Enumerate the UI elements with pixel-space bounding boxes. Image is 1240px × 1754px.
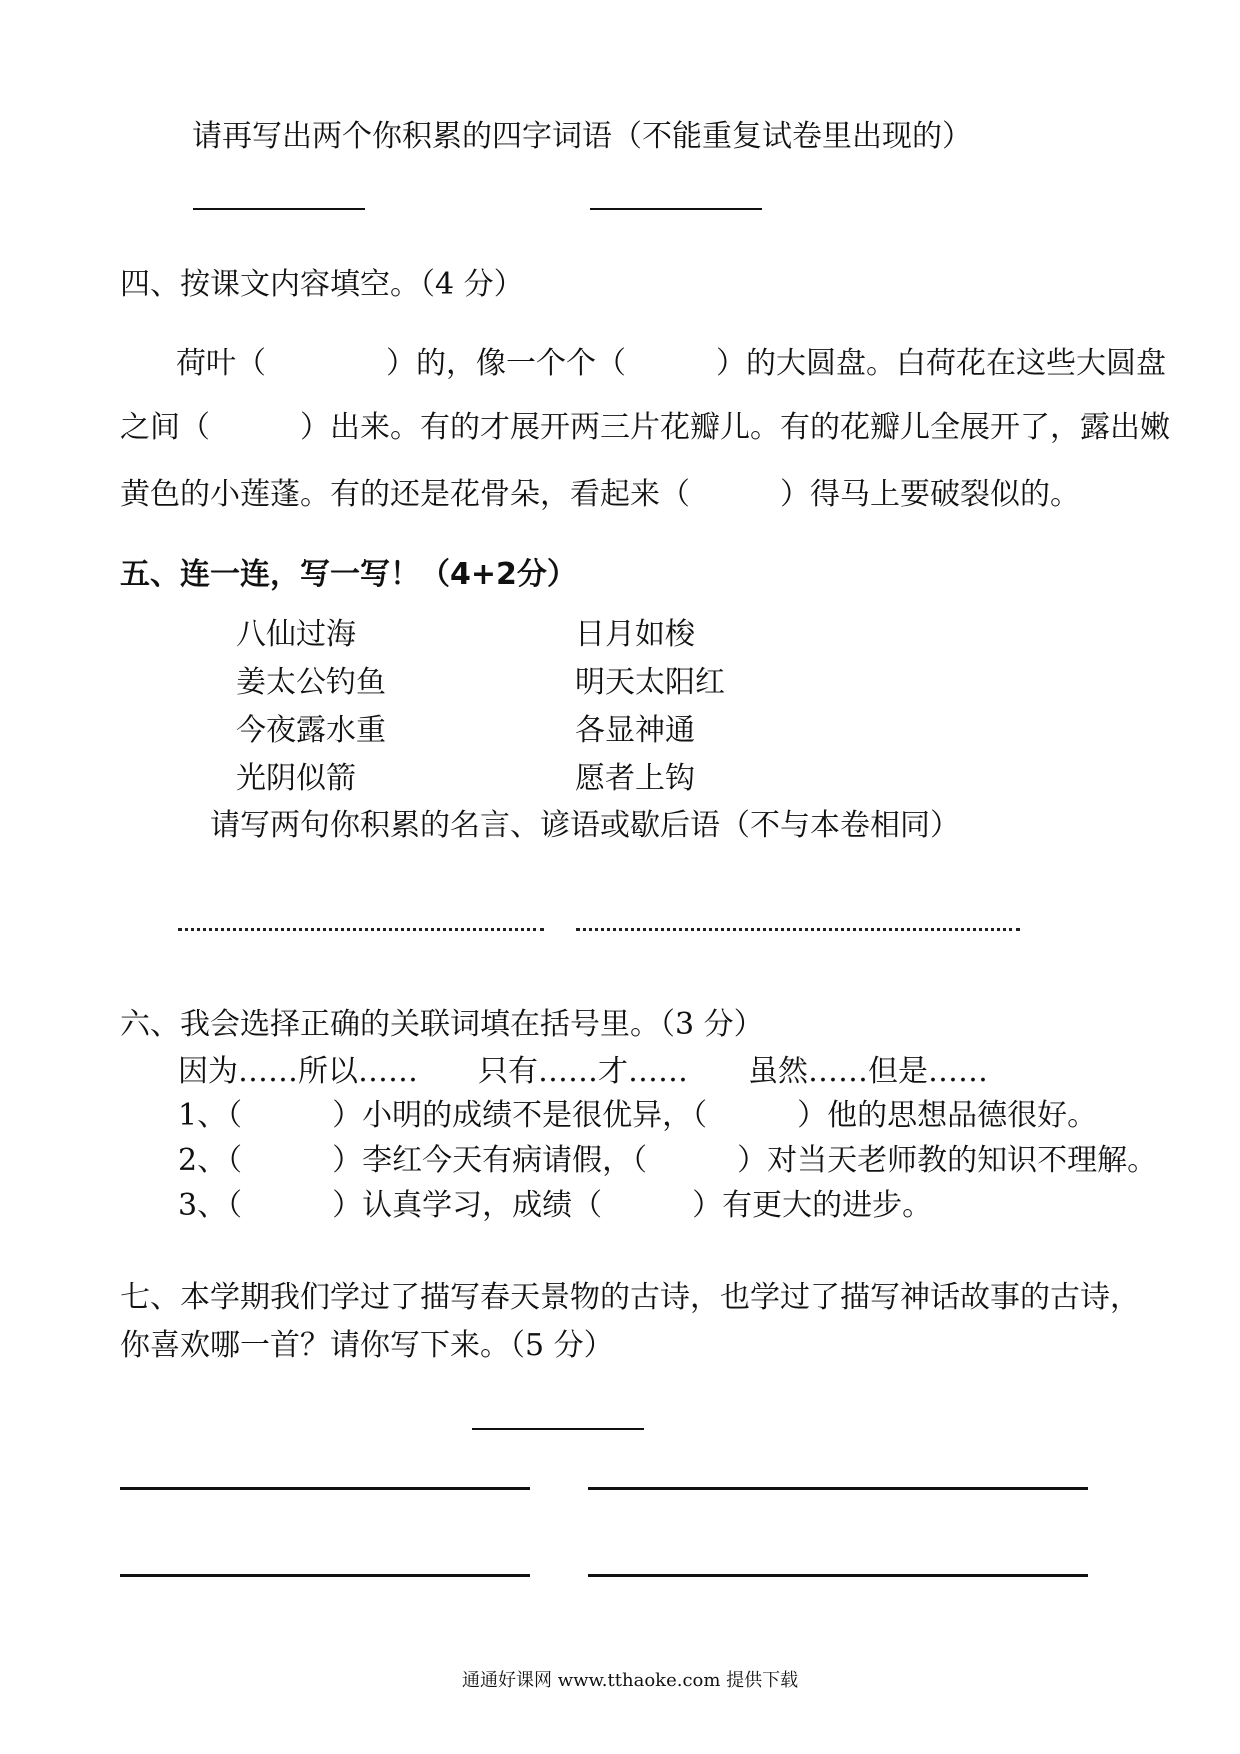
q5-answer-line-2[interactable] (576, 928, 1020, 931)
q6-item-3[interactable]: 3、（ ）认真学习，成绩（ ）有更大的进步。 (178, 1188, 933, 1223)
q7-answer-line-1[interactable] (120, 1487, 530, 1490)
q3-answer-blank-1[interactable] (193, 208, 365, 210)
q6-options: 因为……所以…… 只有……才…… 虽然……但是…… (178, 1054, 988, 1089)
q5-heading: 五、连一连，写一写！（4+2分） (120, 557, 577, 592)
q5-right-item-1[interactable]: 日月如梭 (575, 617, 695, 652)
q5-right-item-2[interactable]: 明天太阳红 (575, 665, 725, 700)
q4-text-line-2: 之间（ ）出来。有的才展开两三片花瓣儿。有的花瓣儿全展开了，露出嫩 (120, 410, 1170, 445)
q7-heading-line-1: 七、本学期我们学过了描写春天景物的古诗，也学过了描写神话故事的古诗， (120, 1280, 1140, 1315)
q5-left-item-2[interactable]: 姜太公钓鱼 (236, 665, 386, 700)
q4-heading: 四、按课文内容填空。（4 分） (120, 267, 524, 302)
q5-left-item-1[interactable]: 八仙过海 (236, 617, 356, 652)
q6-heading: 六、我会选择正确的关联词填在括号里。（3 分） (120, 1007, 764, 1042)
page-footer: 通通好课网 www.tthaoke.com 提供下载 (462, 1670, 799, 1691)
q5-left-item-4[interactable]: 光阴似箭 (236, 761, 356, 796)
q3-answer-blank-2[interactable] (590, 208, 762, 210)
q5-answer-line-1[interactable] (178, 928, 544, 931)
q5-left-item-3[interactable]: 今夜露水重 (236, 713, 386, 748)
q7-answer-line-4[interactable] (588, 1574, 1088, 1577)
q6-item-1[interactable]: 1、（ ）小明的成绩不是很优异，（ ）他的思想品德很好。 (178, 1098, 1098, 1133)
q4-text-line-3: 黄色的小莲蓬。有的还是花骨朵，看起来（ ）得马上要破裂似的。 (120, 477, 1080, 512)
q7-answer-line-3[interactable] (120, 1574, 530, 1577)
q3-prompt: 请再写出两个你积累的四字词语（不能重复试卷里出现的） (192, 119, 972, 154)
q5-prompt: 请写两句你积累的名言、谚语或歇后语（不与本卷相同） (210, 808, 960, 843)
q6-item-2[interactable]: 2、（ ）李红今天有病请假，（ ）对当天老师教的知识不理解。 (178, 1143, 1158, 1178)
q7-answer-line-2[interactable] (588, 1487, 1088, 1490)
q7-poem-title-blank[interactable] (472, 1428, 644, 1430)
q5-right-item-4[interactable]: 愿者上钩 (575, 761, 695, 796)
q5-right-item-3[interactable]: 各显神通 (575, 713, 695, 748)
q4-text-line-1: 荷叶（ ）的，像一个个（ ）的大圆盘。白荷花在这些大圆盘 (176, 346, 1166, 381)
q7-heading-line-2: 你喜欢哪一首？请你写下来。（5 分） (120, 1328, 614, 1363)
